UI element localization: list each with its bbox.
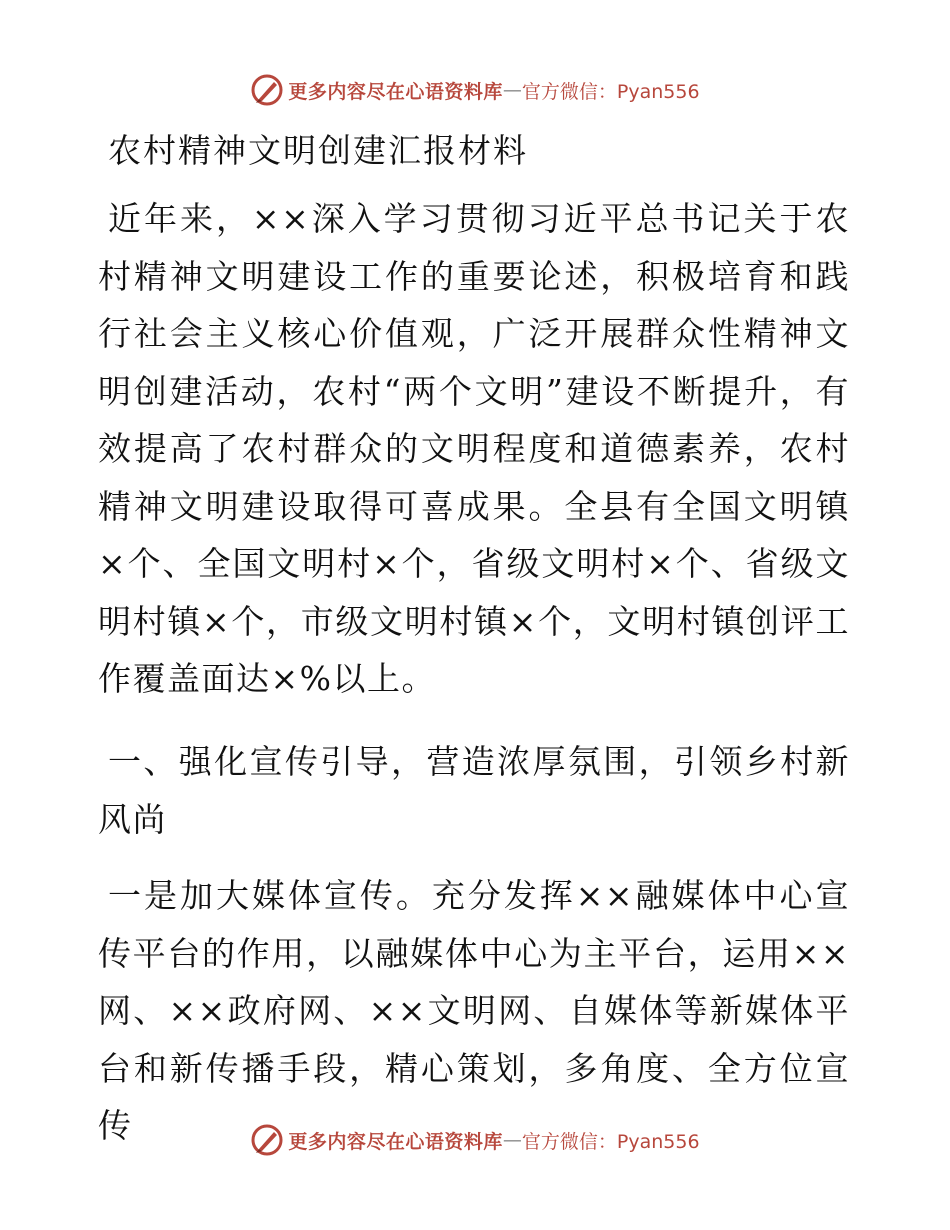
section-heading-1: 一、强化宣传引导，营造浓厚氛围，引领乡村新风尚 [98, 742, 850, 839]
section-1-paragraph: 一是加大媒体宣传。充分发挥××融媒体中心宣传平台的作用，以融媒体中心为主平台，运用××网、××政府网、××文明网、自媒体等新媒体平台和新传播手段，精心策划，多角度、全方位宣传 [98, 876, 850, 1145]
banner-separator: — [502, 79, 522, 101]
footer-banner [0, 1118, 950, 1162]
banner-site-name: 更多内容尽在心语资料库 [288, 1130, 503, 1153]
banner-site-name: 更多内容尽在心语资料库 [288, 80, 503, 103]
quill-pen-logo-icon [250, 1123, 284, 1157]
banner-separator: — [502, 1129, 522, 1151]
document-title: 农村精神文明创建汇报材料 [108, 131, 528, 170]
banner-contact: 官方微信：Pyan556 [521, 80, 700, 103]
intro-paragraph: 近年来，××深入学习贯彻习近平总书记关于农村精神文明建设工作的重要论述，积极培育和践行社会主义核心价值观，广泛开展群众性精神文明创建活动，农村“两个文明”建设不断提升，有效提高了农村群众的文明程度和道德素养，农村精神文明建设取得可喜成果。全县有全国文明镇×个、全国文明村×个，省级文明村×个、省级文明村镇×个，市级文明村镇×个，文明村镇创评工作覆盖面达×%以上。 [98, 199, 850, 698]
banner-contact: 官方微信：Pyan556 [521, 1130, 700, 1153]
quill-pen-logo-icon [250, 73, 284, 107]
header-banner [0, 68, 950, 112]
